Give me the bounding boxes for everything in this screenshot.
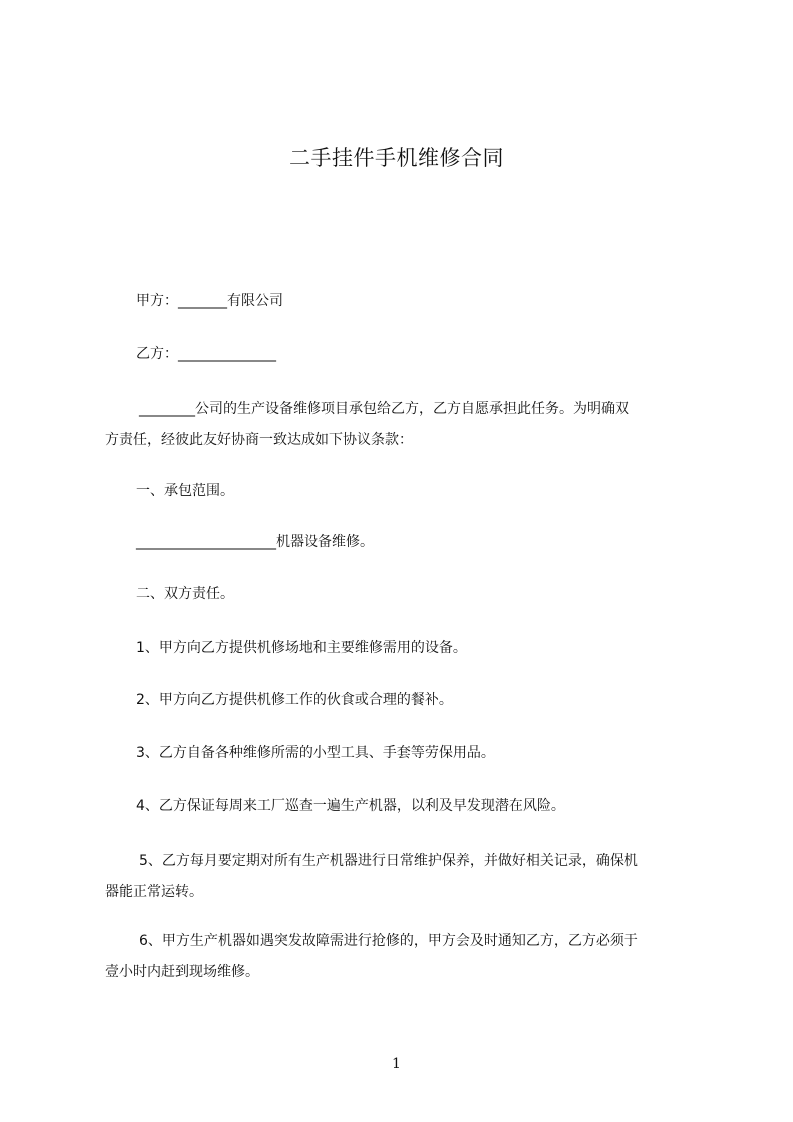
clause-5-line-1: 5、乙方每月要定期对所有生产机器进行日常维护保养，并做好相关记录，确保机 <box>139 853 638 869</box>
page-number: 1 <box>392 1056 401 1072</box>
clause-2: 2、甲方向乙方提供机修工作的伙食或合理的餐补。 <box>136 692 453 708</box>
preamble-paragraph <box>105 394 711 456</box>
party-a-line: 甲方：_______有限公司 <box>136 293 283 309</box>
preamble-line-1: ________公司的生产设备维修项目承包给乙方，乙方自愿承担此任务。为明确双 <box>139 401 629 417</box>
clause-4: 4、乙方保证每周来工厂巡查一遍生产机器，以利及早发现潜在风险。 <box>136 798 565 814</box>
section-1-content: ____________________机器设备维修。 <box>136 534 374 550</box>
clause-6-line-1: 6、甲方生产机器如遇突发故障需进行抢修的，甲方会及时通知乙方，乙方必须于 <box>139 933 638 949</box>
document-title: 二手挂件手机维修合同 <box>289 146 504 170</box>
section-1-heading: 一、承包范围。 <box>136 483 234 499</box>
clause-5-line-2: 器能正常运转。 <box>105 884 203 900</box>
clause-5 <box>105 846 711 908</box>
clause-6 <box>105 926 711 988</box>
party-b-line: 乙方：______________ <box>136 346 276 362</box>
preamble-line-2: 方责任，经彼此友好协商一致达成如下协议条款： <box>105 432 413 448</box>
clause-3: 3、乙方自备各种维修所需的小型工具、手套等劳保用品。 <box>136 745 495 761</box>
clause-6-line-2: 壹小时内赶到现场维修。 <box>105 964 259 980</box>
clause-1: 1、甲方向乙方提供机修场地和主要维修需用的设备。 <box>136 640 467 656</box>
section-2-heading: 二、双方责任。 <box>136 586 234 602</box>
